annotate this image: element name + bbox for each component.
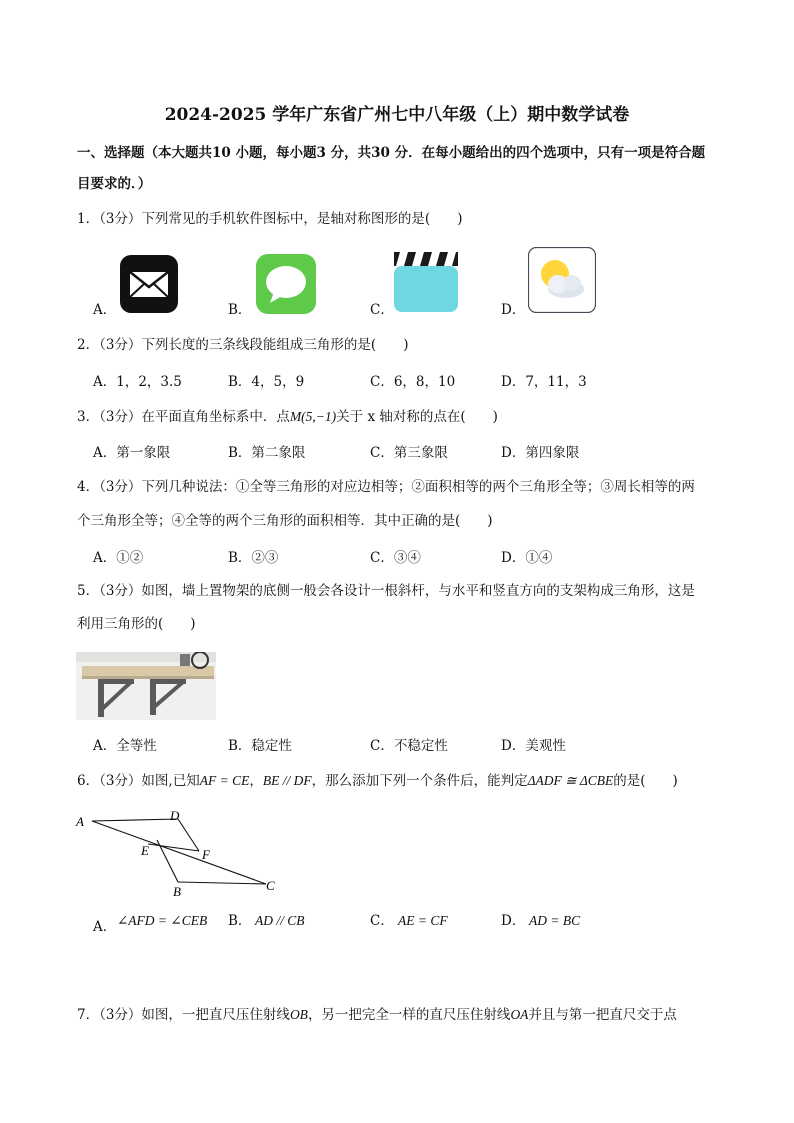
- q2-stem: 2．（3分）下列长度的三条线段能组成三角形的是( ): [77, 337, 409, 353]
- section-heading-line2: 目要求的．）: [77, 176, 152, 192]
- q6-option-c-label: C．: [370, 913, 394, 929]
- shelf-bracket-photo: [76, 652, 216, 720]
- q7-ray-oa: OA: [510, 1007, 529, 1022]
- q6-option-b: AD // CB: [255, 913, 305, 928]
- q6-option-a: ∠AFD = ∠CEB: [117, 913, 208, 928]
- q2-option-c: C．6，8，10: [370, 374, 456, 390]
- q6-option-b-label: B．: [228, 913, 252, 929]
- mail-app-icon: [120, 255, 178, 313]
- q7-stem-text-a: 7．（3分）如图，一把直尺压住射线: [77, 1007, 290, 1023]
- q5-stem-line2: 利用三角形的( ): [77, 616, 196, 632]
- video-clapper-icon: [394, 248, 458, 312]
- q2-option-d: D．7，11，3: [501, 374, 587, 390]
- q4-option-d: D．①④: [501, 550, 553, 566]
- q6-option-a-label: A．: [93, 919, 117, 935]
- figure-label-e: E: [141, 843, 149, 858]
- q5-option-d: D．美观性: [501, 738, 566, 754]
- q4-option-b: B．②③: [228, 550, 279, 566]
- q6-given-2: BE // DF: [262, 773, 312, 788]
- q7-stem: [77, 1006, 677, 1024]
- q6-stem-text-b: ，: [249, 773, 263, 789]
- page-title: 2024-2025 学年广东省广州七中八年级（上）期中数学试卷: [164, 105, 630, 125]
- q3-stem: [77, 408, 498, 426]
- q1-option-a-label: A．: [93, 302, 117, 318]
- q7-stem-text-c: 并且与第一把直尺交于点: [528, 1007, 677, 1023]
- q2-option-a: A．1，2，3.5: [93, 374, 182, 390]
- q1-option-d-label: D．: [501, 302, 526, 318]
- figure-label-c: C: [266, 878, 275, 893]
- q3-option-d: D．第四象限: [501, 445, 580, 461]
- q4-option-c: C．③④: [370, 550, 421, 566]
- figure-label-f: F: [202, 847, 210, 862]
- q2-option-b: B．4，5，9: [228, 374, 305, 390]
- q3-option-b: B．第二象限: [228, 445, 306, 461]
- q3-option-a: A．第一象限: [93, 445, 171, 461]
- q5-option-c: C．不稳定性: [370, 738, 448, 754]
- messages-app-icon: [256, 254, 316, 314]
- q5-option-b: B．稳定性: [228, 738, 292, 754]
- section-heading-line1: 一、选择题（本大题共10 小题，每小题3 分，共30 分．在每小题给出的四个选项中，只有一项是符合题: [77, 145, 706, 161]
- q6-congruence: ΔADF ≅ ΔCBE: [527, 773, 614, 788]
- figure-label-d: D: [170, 808, 180, 823]
- q3-stem-text-a: 3．（3分）在平面直角坐标系中．点: [77, 409, 290, 425]
- q4-stem-line2: 个三角形全等；④全等的两个三角形的面积相等．其中正确的是( ): [77, 513, 493, 529]
- q4-stem-line1: 4．（3分）下列几种说法：①全等三角形的对应边相等；②面积相等的两个三角形全等；③周长相等的两: [77, 479, 695, 495]
- q3-point-m: M(5,−1): [289, 409, 337, 424]
- q3-option-c: C．第三象限: [370, 445, 448, 461]
- q3-stem-text-b: 关于 x 轴对称的点在( ): [336, 409, 498, 425]
- q6-stem-text-c: ，那么添加下列一个条件后，能判定: [311, 773, 528, 789]
- q6-stem: [77, 772, 678, 790]
- q7-ray-ob: OB: [289, 1007, 308, 1022]
- q6-given-1: AF = CE: [199, 773, 250, 788]
- q6-option-d-label: D．: [501, 913, 526, 929]
- figure-label-a: A: [76, 814, 84, 829]
- q7-stem-text-b: ，另一把完全一样的直尺压住射线: [307, 1007, 511, 1023]
- q1-stem: 1．（3分）下列常见的手机软件图标中，是轴对称图形的是( ): [77, 211, 463, 227]
- q6-stem-text-d: 的是( ): [613, 773, 678, 789]
- q6-stem-text-a: 6．（3分）如图,已知: [77, 773, 200, 789]
- q5-option-a: A．全等性: [93, 738, 157, 754]
- q1-option-c-label: C．: [370, 302, 394, 318]
- q6-geometry-figure: [72, 808, 287, 900]
- q4-option-a: A．①②: [93, 550, 144, 566]
- weather-cloud-sun-icon: [528, 247, 596, 313]
- q6-option-c: AE = CF: [398, 913, 448, 928]
- q5-stem-line1: 5．（3分）如图，墙上置物架的底侧一般会各设计一根斜杆，与水平和竖直方向的支架构成三角形，这是: [77, 583, 695, 599]
- q6-option-d: AD = BC: [529, 913, 581, 928]
- q1-option-b-label: B．: [228, 302, 252, 318]
- figure-label-b: B: [173, 884, 181, 899]
